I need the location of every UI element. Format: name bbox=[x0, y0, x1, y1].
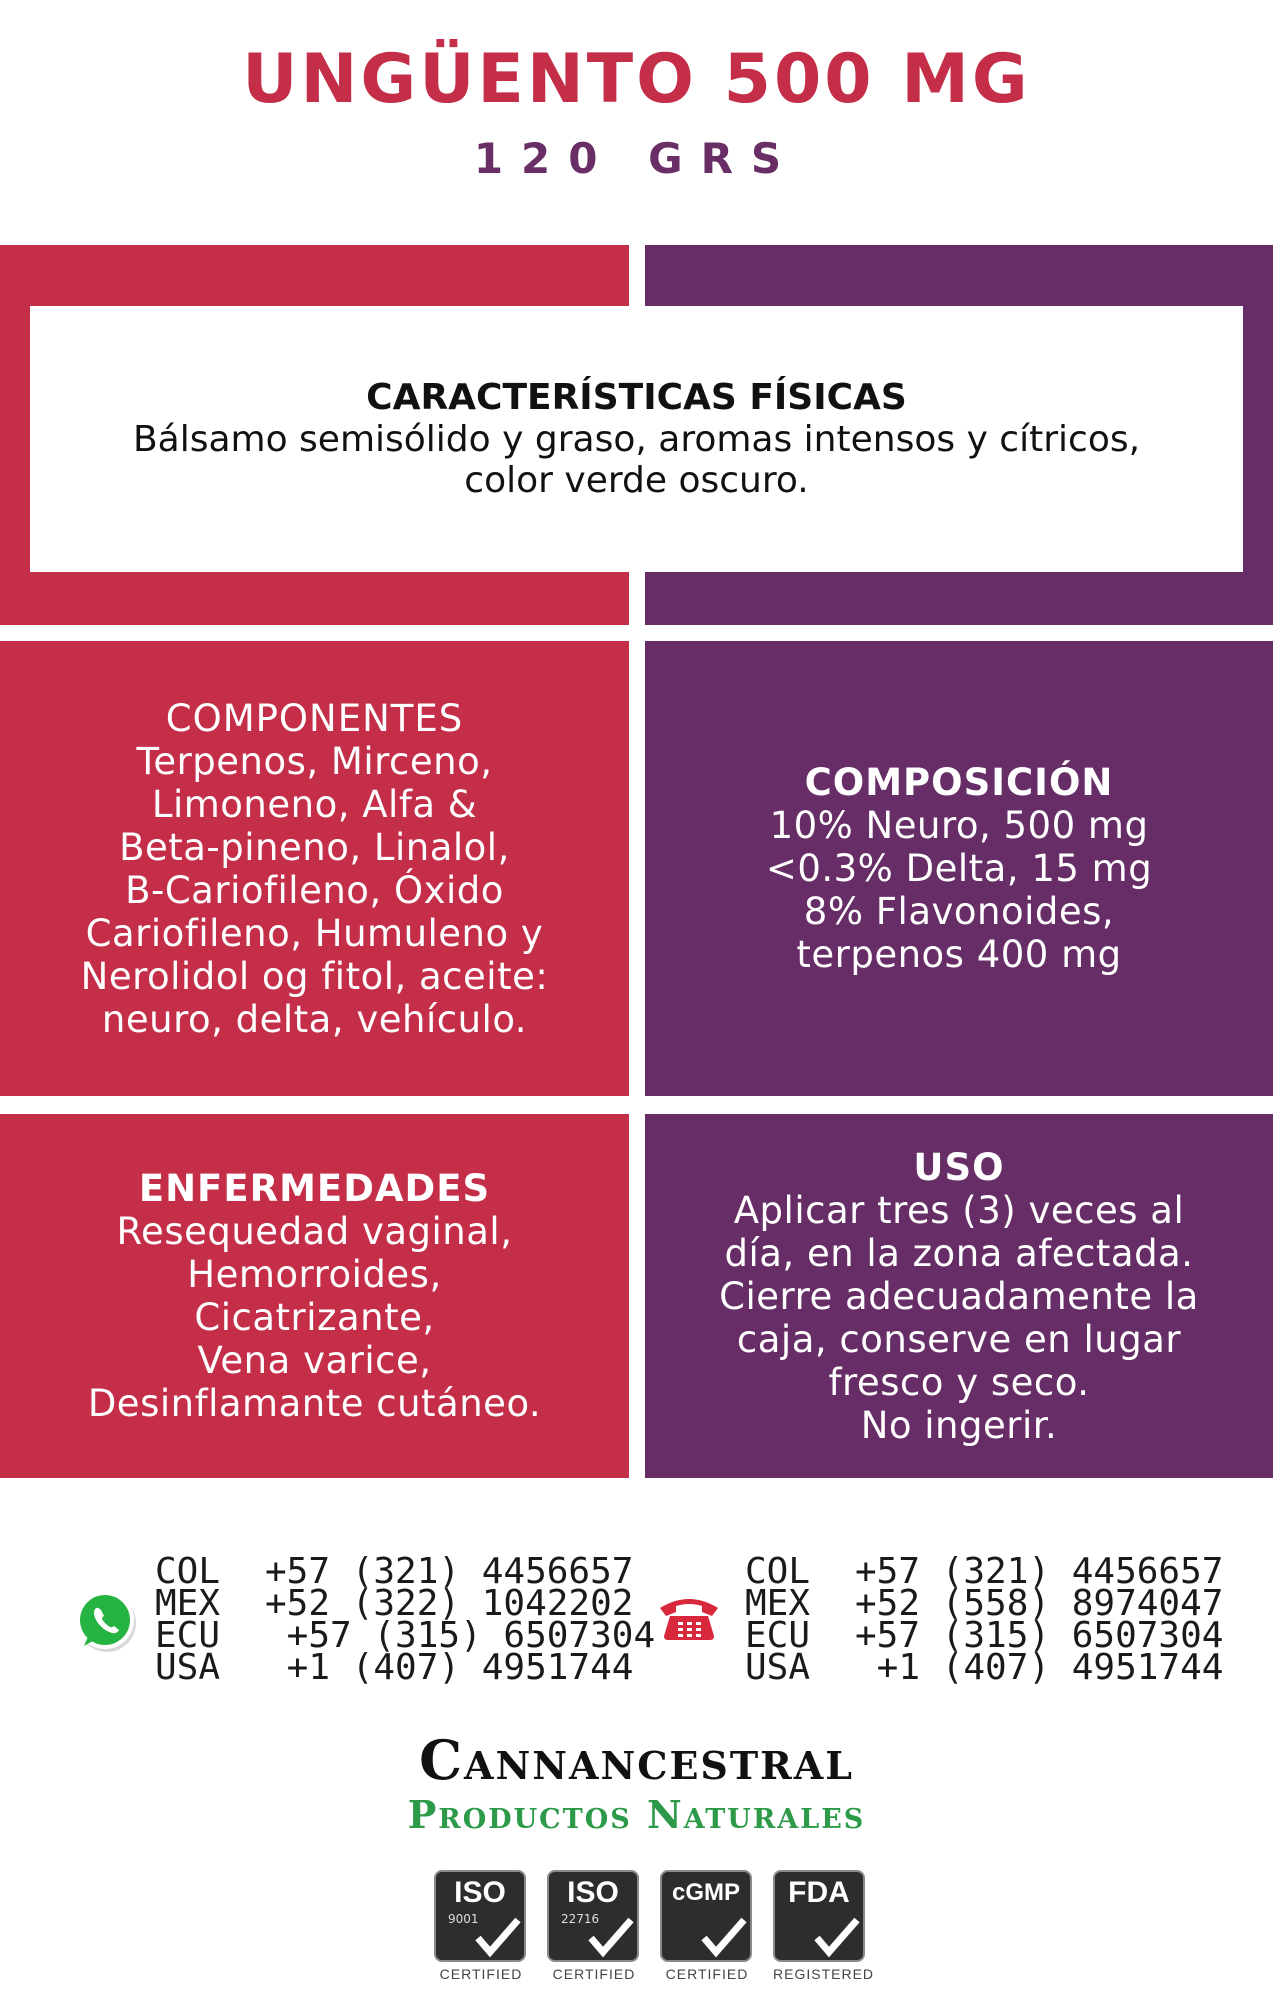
contact-row: MEX +52 (558) 8974047 bbox=[745, 1583, 1224, 1624]
composition-heading: COMPOSICIÓN bbox=[804, 761, 1114, 804]
iso-22716-badge: ISO 22716 CERTIFIED bbox=[547, 1870, 641, 1982]
contact-row: USA +1 (407) 4951744 bbox=[745, 1647, 1224, 1688]
usage-panel bbox=[645, 1114, 1273, 1478]
checkmark-icon bbox=[813, 1916, 861, 1958]
contact-row: ECU +57 (315) 6507304 bbox=[745, 1615, 1224, 1656]
brand-tagline: Productos Naturales bbox=[407, 1792, 866, 1837]
physical-characteristics-box bbox=[30, 306, 1243, 572]
components-heading: COMPONENTES bbox=[165, 696, 464, 740]
contact-row: ECU +57 (315) 6507304 bbox=[155, 1615, 656, 1656]
composition-panel bbox=[645, 641, 1273, 1096]
physical-characteristics-text: Bálsamo semisólido y graso, aromas intensos y cítricos, color verde oscuro. bbox=[132, 419, 1141, 501]
contact-row: COL +57 (321) 4456657 bbox=[155, 1551, 634, 1592]
diseases-text: Resequedad vaginal, Hemorroides, Cicatrizante, Vena varice, Desinflamante cutáneo. bbox=[87, 1210, 542, 1425]
product-weight: 120 GRS bbox=[473, 134, 800, 183]
contact-row: USA +1 (407) 4951744 bbox=[155, 1647, 634, 1688]
product-title: UNGÜENTO 500 MG bbox=[242, 40, 1031, 119]
telephone-icon bbox=[656, 1592, 722, 1644]
phone-contacts bbox=[745, 1551, 1224, 1688]
iso-9001-badge: ISO 9001 CERTIFIED bbox=[434, 1870, 528, 1982]
physical-characteristics-heading: CARACTERÍSTICAS FÍSICAS bbox=[366, 377, 907, 418]
checkmark-icon bbox=[700, 1916, 748, 1958]
components-panel bbox=[0, 641, 629, 1096]
cgmp-badge: cGMP CERTIFIED bbox=[660, 1870, 754, 1982]
checkmark-icon bbox=[474, 1916, 522, 1958]
usage-heading: USO bbox=[913, 1145, 1005, 1189]
diseases-heading: ENFERMEDADES bbox=[138, 1167, 491, 1210]
whatsapp-contacts bbox=[155, 1551, 656, 1688]
whatsapp-icon bbox=[72, 1588, 138, 1654]
checkmark-icon bbox=[587, 1916, 635, 1958]
composition-text: 10% Neuro, 500 mg <0.3% Delta, 15 mg 8% Flavonoides, terpenos 400 mg bbox=[765, 804, 1153, 976]
diseases-panel bbox=[0, 1114, 629, 1478]
contact-row: COL +57 (321) 4456657 bbox=[745, 1551, 1224, 1592]
fda-badge: FDA REGISTERED bbox=[773, 1870, 867, 1982]
components-text: Terpenos, Mirceno, Limoneno, Alfa & Beta-pineno, Linalol, B-Cariofileno, Óxido Cariofileno, Humuleno y Nerolidol og fitol, aceite: neuro, delta, vehículo. bbox=[80, 739, 549, 1041]
brand-logo-name: Cannancestral bbox=[419, 1728, 854, 1792]
contact-row: MEX +52 (322) 1042202 bbox=[155, 1583, 634, 1624]
usage-text: Aplicar tres (3) veces al día, en la zona afectada. Cierre adecuadamente la caja, conserve en lugar fresco y seco. No ingerir. bbox=[719, 1188, 1199, 1447]
